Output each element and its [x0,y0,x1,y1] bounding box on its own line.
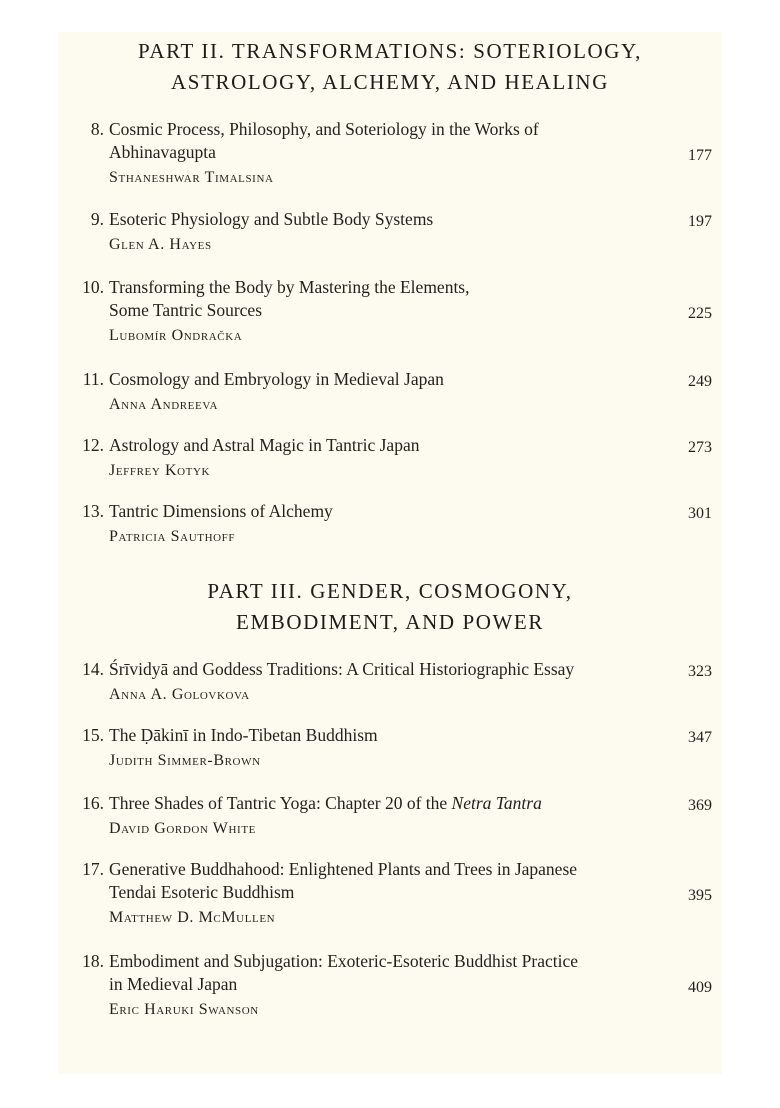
page-number: 323 [688,663,712,680]
chapter-number: 14. [82,659,104,679]
chapter-title-line: Tendai Esoteric Buddhism [109,882,295,902]
page-number: 409 [688,979,712,996]
chapter-number: 15. [82,725,104,745]
chapter-author: Glen A. Hayes [109,236,212,253]
chapter-title-line: Abhinavagupta [109,142,216,162]
chapter-title-line: Astrology and Astral Magic in Tantric Japan [109,435,420,455]
chapter-title-line: Esoteric Physiology and Subtle Body Systems [109,209,434,229]
chapter-title-line: in Medieval Japan [109,974,238,994]
chapter-author: David Gordon White [109,820,256,837]
chapter-title-line [109,792,659,815]
chapter-number: 8. [90,119,104,139]
chapter-number: 17. [82,859,104,879]
chapter-title-line: Transforming the Body by Mastering the Elements, [109,277,470,297]
page-number: 273 [688,439,712,456]
page-number: 225 [688,305,712,322]
page-number: 395 [688,887,712,904]
page-number: 197 [688,213,712,230]
chapter-author: Lubomír Ondračka [109,327,243,344]
part-heading-3-line-1: PART III. GENDER, COSMOGONY, [207,579,573,603]
chapter-author: Patricia Sauthoff [109,528,236,545]
chapter-author: Anna A. Golovkova [109,686,250,703]
part-heading-2-line-2: ASTROLOGY, ALCHEMY, AND HEALING [171,70,609,94]
page-number: 177 [688,147,712,164]
chapter-title-text: Three Shades of Tantric Yoga: Chapter 20 of the [109,793,452,813]
chapter-author: Anna Andreeva [109,396,218,413]
part-heading-2-line-1: PART II. TRANSFORMATIONS: SOTERIOLOGY, [138,39,642,63]
chapter-number: 16. [82,793,104,813]
part-heading-3 [58,576,722,638]
chapter-number: 13. [82,501,104,521]
chapter-number: 10. [82,277,104,297]
chapter-number: 12. [82,435,104,455]
chapter-title-line: Generative Buddhahood: Enlightened Plants and Trees in Japanese [109,859,578,879]
chapter-title-line: Cosmic Process, Philosophy, and Soteriology in the Works of [109,119,539,139]
page-number: 369 [688,797,712,814]
book-page [58,32,722,1074]
chapter-title-line: Śrīvidyā and Goddess Traditions: A Critical Historiographic Essay [109,659,575,679]
chapter-title-italic: Netra Tantra [451,793,542,813]
chapter-title-line: The Ḍākinī in Indo-Tibetan Buddhism [109,725,378,745]
chapter-number: 11. [82,369,104,389]
chapter-number: 9. [90,209,104,229]
chapter-title-line: Embodiment and Subjugation: Exoteric-Esoteric Buddhist Practice [109,951,578,971]
page-number: 249 [688,373,712,390]
chapter-author: Matthew D. McMullen [109,909,276,926]
chapter-author: Judith Simmer-Brown [109,752,261,769]
chapter-number: 18. [82,951,104,971]
chapter-title-line: Tantric Dimensions of Alchemy [109,501,333,521]
page-number: 347 [688,729,712,746]
part-heading-3-line-2: EMBODIMENT, AND POWER [236,610,544,634]
chapter-title-line: Some Tantric Sources [109,300,263,320]
chapter-author: Sthaneshwar Timalsina [109,169,274,186]
chapter-author: Jeffrey Kotyk [109,462,211,479]
chapter-title-line: Cosmology and Embryology in Medieval Japan [109,369,444,389]
page-number: 301 [688,505,712,522]
chapter-author: Eric Haruki Swanson [109,1001,259,1018]
part-heading-2 [58,36,722,98]
